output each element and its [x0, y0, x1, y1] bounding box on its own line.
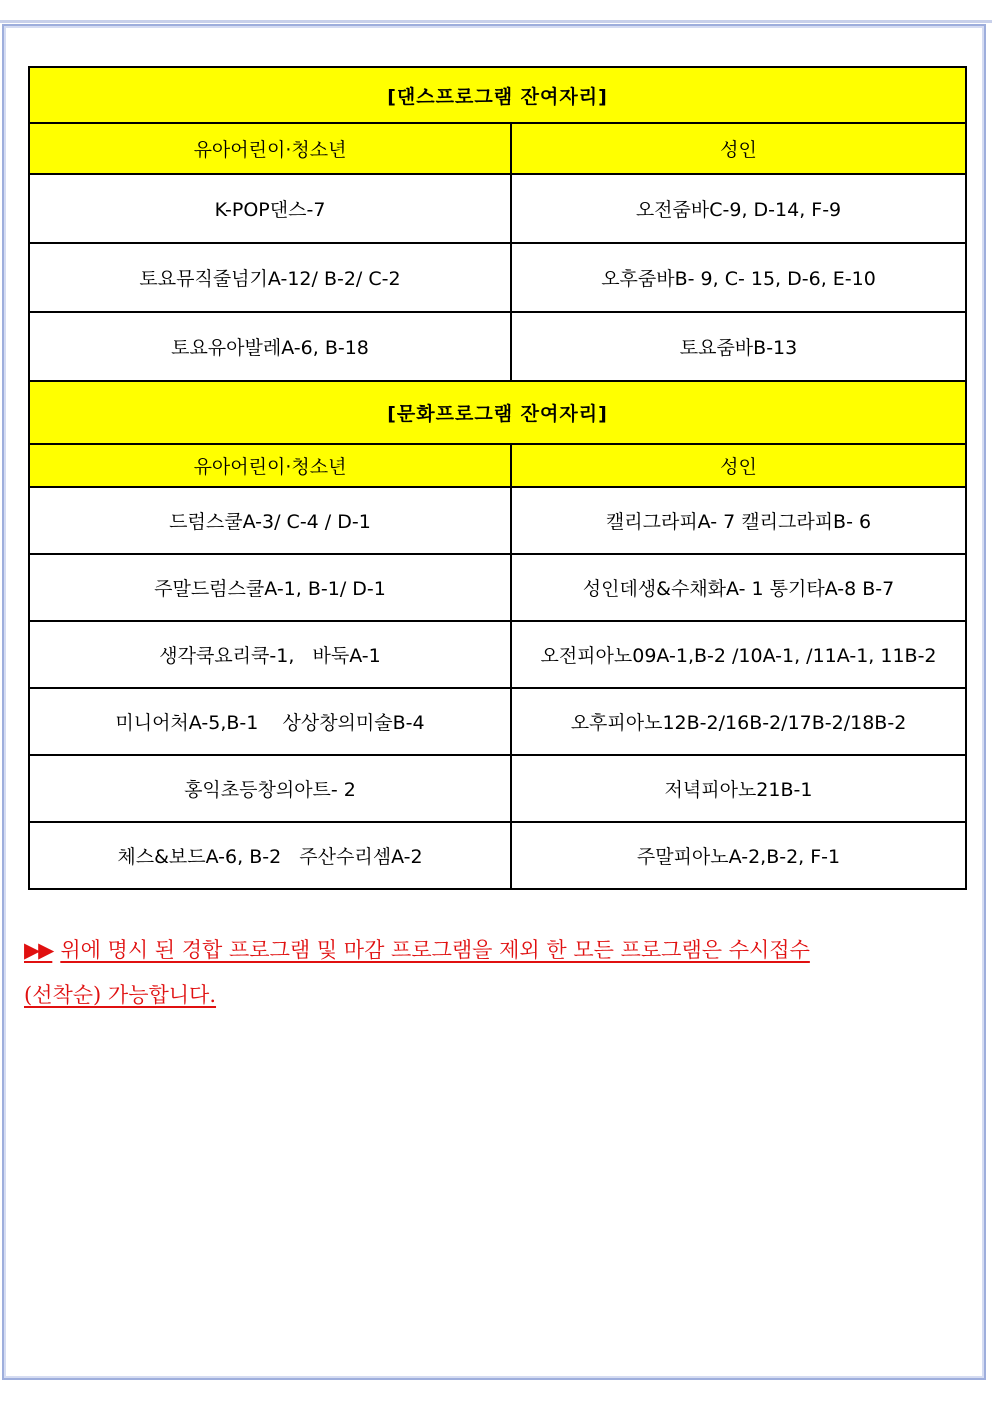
culture-youth-cell: 홍익초등창의아트- 2: [29, 755, 511, 822]
culture-youth-cell: 주말드럼스쿨A-1, B-1/ D-1: [29, 554, 511, 621]
notice-line-1: [24, 938, 810, 962]
culture-adult-cell: 오후피아노12B-2/16B-2/17B-2/18B-2: [511, 688, 966, 755]
dance-youth-cell: K-POP댄스-7: [29, 174, 511, 243]
dance-youth-cell: 토요뮤직줄넘기A-12/ B-2/ C-2: [29, 243, 511, 312]
table-row: [29, 312, 966, 381]
dance-col-adult: 성인: [511, 123, 966, 174]
dance-adult-cell: 오후줌바B- 9, C- 15, D-6, E-10: [511, 243, 966, 312]
culture-section-title: [문화프로그램 잔여자리]: [29, 381, 966, 444]
culture-adult-cell: 저녁피아노21B-1: [511, 755, 966, 822]
top-rule: [0, 20, 992, 23]
table-row: [29, 822, 966, 889]
dance-col-youth: 유아어린이·청소년: [29, 123, 511, 174]
culture-adult-cell: 캘리그라피A- 7 캘리그라피B- 6: [511, 487, 966, 554]
dance-section-title: [댄스프로그램 잔여자리]: [29, 67, 966, 123]
culture-adult-cell: 주말피아노A-2,B-2, F-1: [511, 822, 966, 889]
dance-youth-cell: 토요유아발레A-6, B-18: [29, 312, 511, 381]
table-row: [29, 621, 966, 688]
notice-line-2: (선착순) 가능합니다.: [24, 983, 217, 1007]
table-row: [29, 755, 966, 822]
culture-youth-cell: 체스&보드A-6, B-2 주산수리셈A-2: [29, 822, 511, 889]
dance-adult-cell: 오전줌바C-9, D-14, F-9: [511, 174, 966, 243]
culture-adult-cell: 성인데생&수채화A- 1 통기타A-8 B-7: [511, 554, 966, 621]
culture-adult-cell: 오전피아노09A-1,B-2 /10A-1, /11A-1, 11B-2: [511, 621, 966, 688]
double-arrow-icon: ▶▶: [24, 938, 53, 962]
culture-col-youth: 유아어린이·청소년: [29, 444, 511, 487]
program-table: [28, 66, 967, 890]
notice-text: [24, 928, 934, 1018]
culture-youth-cell: 생각쿡요리쿡-1, 바둑A-1: [29, 621, 511, 688]
table-row: [29, 487, 966, 554]
culture-youth-cell: 미니어처A-5,B-1 상상창의미술B-4: [29, 688, 511, 755]
table-row: [29, 174, 966, 243]
dance-adult-cell: 토요줌바B-13: [511, 312, 966, 381]
table-row: [29, 243, 966, 312]
culture-col-adult: 성인: [511, 444, 966, 487]
table-row: [29, 554, 966, 621]
table-row: [29, 688, 966, 755]
culture-youth-cell: 드럼스쿨A-3/ C-4 / D-1: [29, 487, 511, 554]
notice-line-1-text: 위에 명시 된 경합 프로그램 및 마감 프로그램을 제외 한 모든 프로그램은 수시접수: [60, 938, 810, 962]
